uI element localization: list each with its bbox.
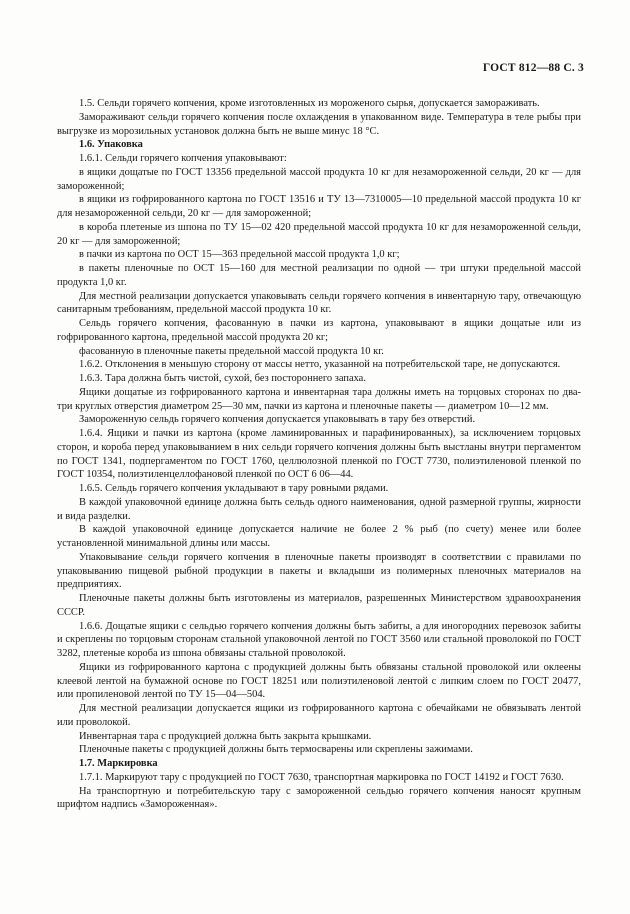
page-header: ГОСТ 812—88 С. 3 (482, 62, 584, 74)
paragraph: Ящики дощатые из гофрированного картона и инвентарная тара должны иметь на торцовых сторонах по два-три круглых отверстия диаметром 25—30 мм, пачки из картона и пленочные пакеты — диаметром 10—12 мм. (57, 386, 581, 412)
paragraph: 1.6.4. Ящики и пачки из картона (кроме ламинированных и парафинированных), за исключением торцовых сторон, и короба перед упаковыванием в них сельди горячего копчения должны быть выстланы внутри пергаментом по ГОСТ 1341, подпергаментом по ГОСТ 1760, целлюлозной пленкой по ГОСТ 7730, полиэтиленовой пленкой по ГОСТ 10354, полиэтиленцеллофановой пленкой по ОСТ 6 06—44. (57, 428, 581, 481)
paragraph: Инвентарная тара с продукцией должна быть закрыта крышками. (79, 730, 372, 742)
paragraph: Ящики из гофрированного картона с продукцией должны быть обвязаны стальной проволокой или оклеены клеевой лентой на бумажной основе по ГОСТ 18251 или полиэтиленовой лентой с липким слоем по ГОСТ 20477, или пропиленовой лентой по ТУ 15—04—504. (57, 661, 581, 701)
paragraph: в пакеты пленочные по ОСТ 15—160 для местной реализации по одной — три штуки предельной массой продукта 1,0 кг. (57, 263, 581, 288)
paragraph: 1.6.3. Тара должна быть чистой, сухой, без постороннего запаха. (79, 373, 366, 384)
paragraph: в ящики из гофрированного картона по ГОСТ 13516 и ТУ 13—7310005—10 предельной массой продукта 10 кг для незамороженной сельди, 20 кг — для замороженной; (57, 194, 581, 219)
paragraph: фасованную в пленочные пакеты предельной массой продукта 10 кг. (79, 345, 384, 357)
paragraph: в ящики дощатые по ГОСТ 13356 предельной массой продукта 10 кг для незамороженной сельди, 20 кг — для замороженной; (57, 166, 581, 192)
paragraph: На транспортную и потребительскую тару с замороженной сельдью горячего копчения наносят крупным шрифтом надпись «Замороженная». (57, 785, 581, 811)
section-heading-packaging: 1.6. Упаковка (79, 139, 143, 151)
paragraph: В каждой упаковочной единице должна быть сельдь одного наименования, одной размерной группы, жирности и вида разделки. (57, 496, 581, 522)
paragraph: 1.6.1. Сельди горячего копчения упаковывают: (79, 153, 287, 164)
paragraph: Сельдь горячего копчения, фасованную в пачки из картона, упаковывают в ящики дощатые или из гофрированного картона, предельной массой продукта 20 кг; (57, 318, 581, 343)
paragraph: 1.6.2. Отклонения в меньшую сторону от массы нетто, указанной на потребительской таре, не допускаются. (79, 359, 561, 371)
paragraph: 1.7.1. Маркируют тару с продукцией по ГОСТ 7630, транспортная маркировка по ГОСТ 14192 и ГОСТ 7630. (79, 771, 564, 783)
paragraph: Пленочные пакеты должны быть изготовлены из материалов, разрешенных Министерством здравоохранения СССР. (57, 593, 581, 618)
paragraph: Пленочные пакеты с продукцией должны быть термосварены или скреплены зажимами. (79, 744, 473, 756)
paragraph: Замороженную сельдь горячего копчения допускается упаковывать в тару без отверстий. (79, 414, 476, 426)
paragraph: 1.6.5. Сельдь горячего копчения укладывают в тару ровными рядами. (79, 483, 389, 494)
paragraph: 1.5. Сельди горячего копчения, кроме изготовленных из мороженого сырья, допускается замораживать. (79, 98, 540, 109)
section-heading-marking: 1.7. Маркировка (79, 758, 158, 769)
paragraph: Замораживают сельди горячего копчения после охлаждения в упакованном виде. Температура в теле рыбы при выгрузке из морозильных установок должна быть не выше минус 18 °С. (57, 111, 581, 137)
paragraph: Для местной реализации допускается ящики из гофрированного картона с обечайками не обвязывать лентой или проволокой. (57, 703, 581, 728)
paragraph: Для местной реализации допускается упаковывать сельди горячего копчения в инвентарную тару, отвечающую санитарным требованиям, предельной массой продукта 10 кг. (57, 290, 581, 316)
paragraph: в пачки из картона по ОСТ 15—363 предельной массой продукта 1,0 кг; (79, 249, 400, 261)
paragraph: В каждой упаковочной единице допускается наличие не более 2 % рыб (по счету) менее или более установленной минимальной длины или массы. (57, 524, 581, 549)
document-body (57, 97, 581, 812)
paragraph: в короба плетеные из шпона по ТУ 15—02 420 предельной массой продукта 10 кг для незамороженной сельди, 20 кг — для замороженной; (57, 221, 581, 247)
paragraph: Упаковывание сельди горячего копчения в пленочные пакеты производят в соответствии с правилами по упаковыванию пищевой рыбной продукции в пакеты и вкладыши из полимерных пленочных материалов на предприятиях. (57, 551, 581, 591)
paragraph: 1.6.6. Дощатые ящики с сельдью горячего копчения должны быть забиты, а для иногородних перевозок забиты и скреплены по торцовым сторонам стальной упаковочной лентой по ГОСТ 3560 или стальной проволокой по ГОСТ 3282, плетеные короба из шпона обвязаны стальной проволокой. (57, 620, 581, 659)
